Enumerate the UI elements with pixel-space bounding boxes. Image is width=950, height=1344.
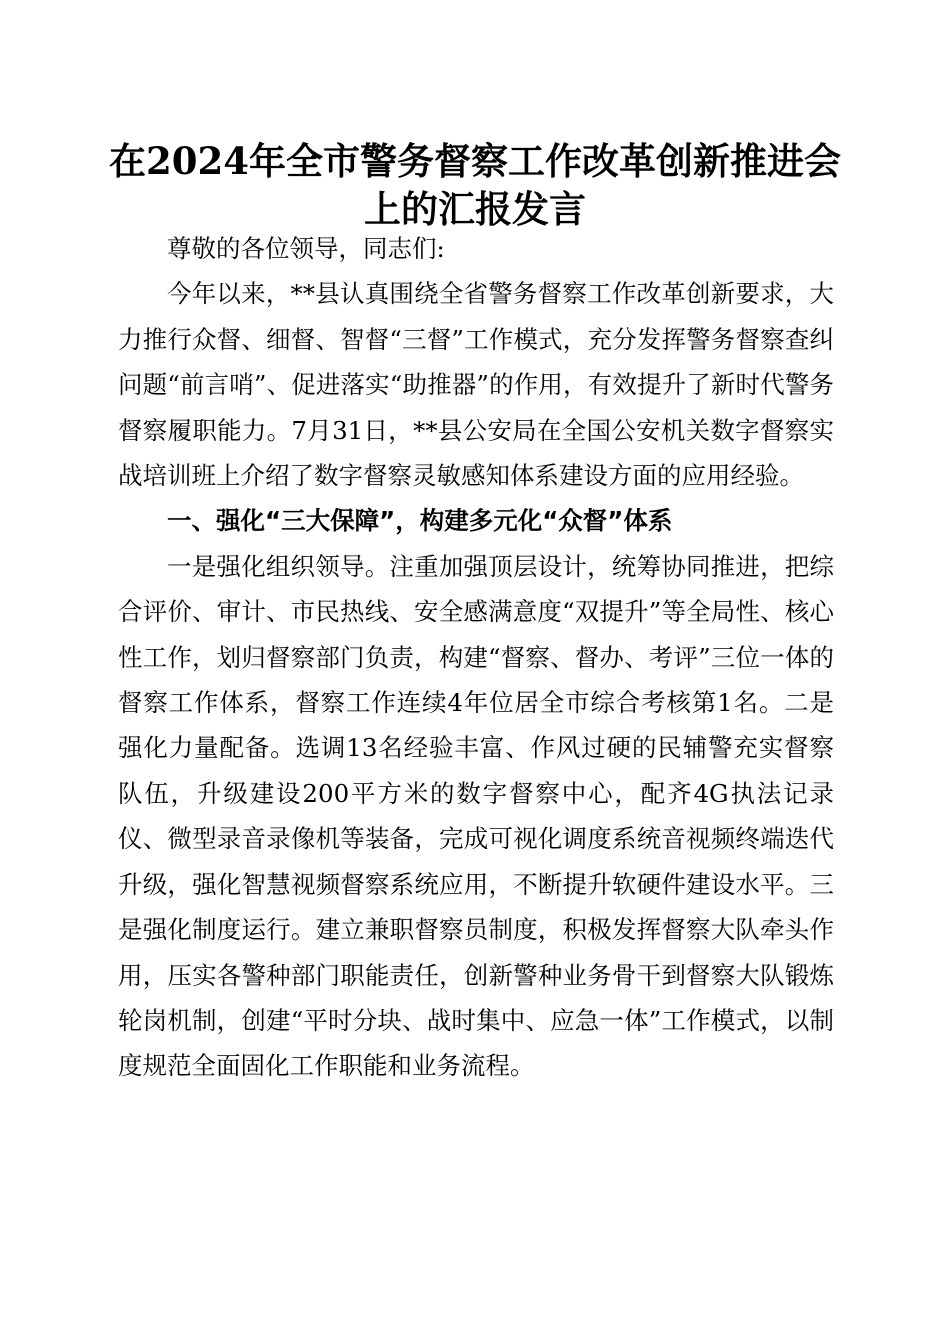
section-1-heading: 一、强化“三大保障”，构建多元化“众督”体系 — [167, 506, 673, 536]
document-body — [118, 226, 834, 1089]
document-title-line-1: 在2024年全市警务督察工作改革创新推进会 — [109, 139, 841, 183]
section-1-paragraph: 一是强化组织领导。注重加强顶层设计，统筹协同推进，把综合评价、审计、市民热线、安全感满意度“双提升”等全局性、核心性工作，划归督察部门负责，构建“督察、督办、考评”三位一体的督察工作体系，督察工作连续4年位居全市综合考核第1名。二是强化力量配备。选调13名经验丰富、作风过硬的民辅警充实督察队伍，升级建设200平方米的数字督察中心，配齐4G执法记录仪、微型录音录像机等装备，完成可视化调度系统音视频终端迭代升级，强化智慧视频督察系统应用，不断提升软硬件建设水平。三是强化制度运行。建立兼职督察员制度，积极发挥督察大队牵头作用，压实各警种部门职能责任，创新警种业务骨干到督察大队锻炼轮岗机制，创建“平时分块、战时集中、应急一体”工作模式，以制度规范全面固化工作职能和业务流程。 — [118, 551, 834, 1081]
intro-paragraph: 今年以来，**县认真围绕全省警务督察工作改革创新要求，大力推行众督、细督、智督“三督”工作模式，充分发挥警务督察查纠问题“前言哨”、促进落实“助推器”的作用，有效提升了新时代警务督察履职能力。7月31日，**县公安局在全国公安机关数字督察实战培训班上介绍了数字督察灵敏感知体系建设方面的应用经验。 — [118, 279, 834, 491]
document-title-line-2: 上的汇报发言 — [364, 187, 586, 231]
salutation: 尊敬的各位领导，同志们: — [167, 234, 445, 263]
